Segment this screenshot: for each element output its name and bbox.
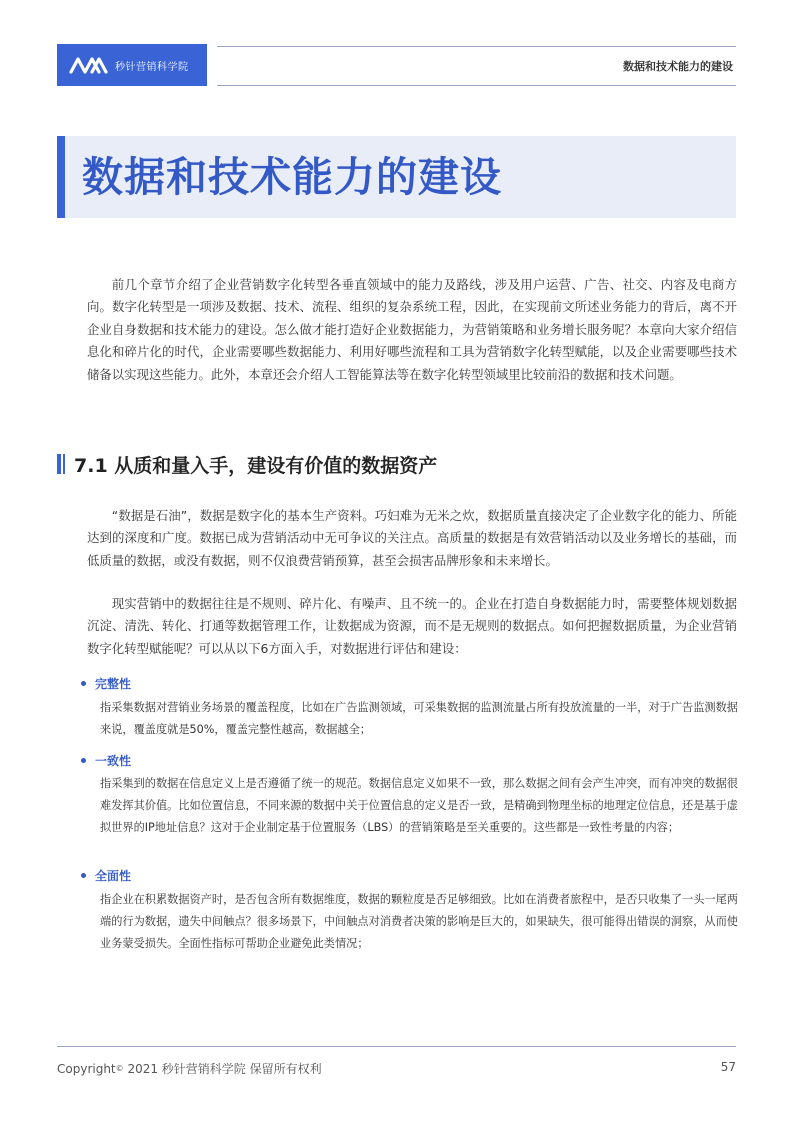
section-marker-bar xyxy=(57,454,61,474)
copyright-symbol: © xyxy=(115,1064,124,1073)
bullet-title-text: 一致性 xyxy=(95,754,132,768)
bullet-dot-icon xyxy=(81,873,86,878)
bullet-dot-icon xyxy=(81,758,86,763)
section-marker-bar-thin xyxy=(63,454,65,474)
header-divider-bottom xyxy=(217,85,736,86)
header-divider-top xyxy=(217,46,736,47)
bullet-body-consistency: 指采集到的数据在信息定义上是否遵循了统一的规范。数据信息定义如果不一致，那么数据之间有会产生冲突，而有冲突的数据很难发挥其价值。比如位置信息，不同来源的数据中关于位置信息的定义是否一致，是精确到物理坐标的地理定位信息，还是基于虚拟世界的IP地址信息？这对于企业制定基于位置服务（LBS）的营销策略是至关重要的。这些都是一致性考量的内容； xyxy=(100,777,738,834)
header-chapter-title: 数据和技术能力的建设 xyxy=(623,60,733,73)
section-paragraph: 现实营销中的数据往往是不规则、碎片化、有噪声、且不统一的。企业在打造自身数据能力时，需要整体规划数据沉淀、清洗、转化、打通等数据管理工作，让数据成为资源，而不是无规则的数据点。如何把握数据质量，为企业营销数字化转型赋能呢？可以从以下6方面入手，对数据进行评估和建设： xyxy=(87,596,737,656)
bullet-body-comprehensiveness: 指企业在积累数据资产时，是否包含所有数据维度，数据的颗粒度是否足够细致。比如在消费者旅程中，是否只收集了一头一尾两端的行为数据，遗失中间触点？很多场景下，中间触点对消费者决策的影响是巨大的，如果缺失，很可能得出错误的洞察，从而使业务蒙受损失。全面性指标可帮助企业避免此类情况； xyxy=(100,893,738,950)
bullet-title-text: 完整性 xyxy=(95,677,132,691)
intro-paragraph: 前几个章节介绍了企业营销数字化转型各垂直领域中的能力及路线，涉及用户运营、广告、社交、内容及电商方向。数字化转型是一项涉及数据、技术、流程、组织的复杂系统工程，因此，在实现前文所述业务能力的背后，离不开企业自身数据和技术能力的建设。怎么做才能打造好企业数据能力，为营销策略和业务增长服务呢？本章向大家介绍信息化和碎片化的时代，企业需要哪些数据能力、利用好哪些流程和工具为营销数字化转型赋能，以及企业需要哪些技术储备以实现这些能力。此外，本章还会介绍人工智能算法等在数字化转型领域里比较前沿的数据和技术问题。 xyxy=(87,277,737,382)
footer-copyright xyxy=(57,1060,322,1077)
header-logo xyxy=(57,44,207,86)
bullet-dot-icon xyxy=(81,681,86,686)
logo-text: 秒针营销科学院 xyxy=(115,61,189,73)
section-heading xyxy=(57,452,437,476)
copyright-prefix: Copyright xyxy=(57,1062,116,1076)
bullet-title-consistency xyxy=(81,752,131,769)
page-number: 57 xyxy=(720,1060,736,1074)
mm-logo-icon xyxy=(69,54,109,76)
section-heading-text: 7.1 从质和量入手，建设有价值的数据资产 xyxy=(74,454,438,477)
bullet-title-completeness xyxy=(81,675,131,692)
bullet-body-completeness: 指采集数据对营销业务场景的覆盖程度，比如在广告监测领域，可采集数据的监测流量占所有投放流量的一半，对于广告监测数据来说，覆盖度就是50%，覆盖完整性越高，数据越全； xyxy=(100,701,738,736)
page-title: 数据和技术能力的建设 xyxy=(82,153,502,201)
footer-divider xyxy=(57,1046,736,1047)
title-accent-bar xyxy=(57,136,65,218)
bullet-title-text: 全面性 xyxy=(95,869,132,883)
section-paragraph: “数据是石油”，数据是数字化的基本生产资料。巧妇难为无米之炊，数据质量直接决定了企业数字化的能力、所能达到的深度和广度。数据已成为营销活动中无可争议的关注点。高质量的数据是有效营销活动以及业务增长的基础，而低质量的数据，或没有数据，则不仅浪费营销预算，甚至会损害品牌形象和未来增长。 xyxy=(87,508,737,568)
copyright-suffix: 2021 秒针营销科学院 保留所有权利 xyxy=(123,1062,322,1076)
bullet-title-comprehensiveness xyxy=(81,867,131,884)
